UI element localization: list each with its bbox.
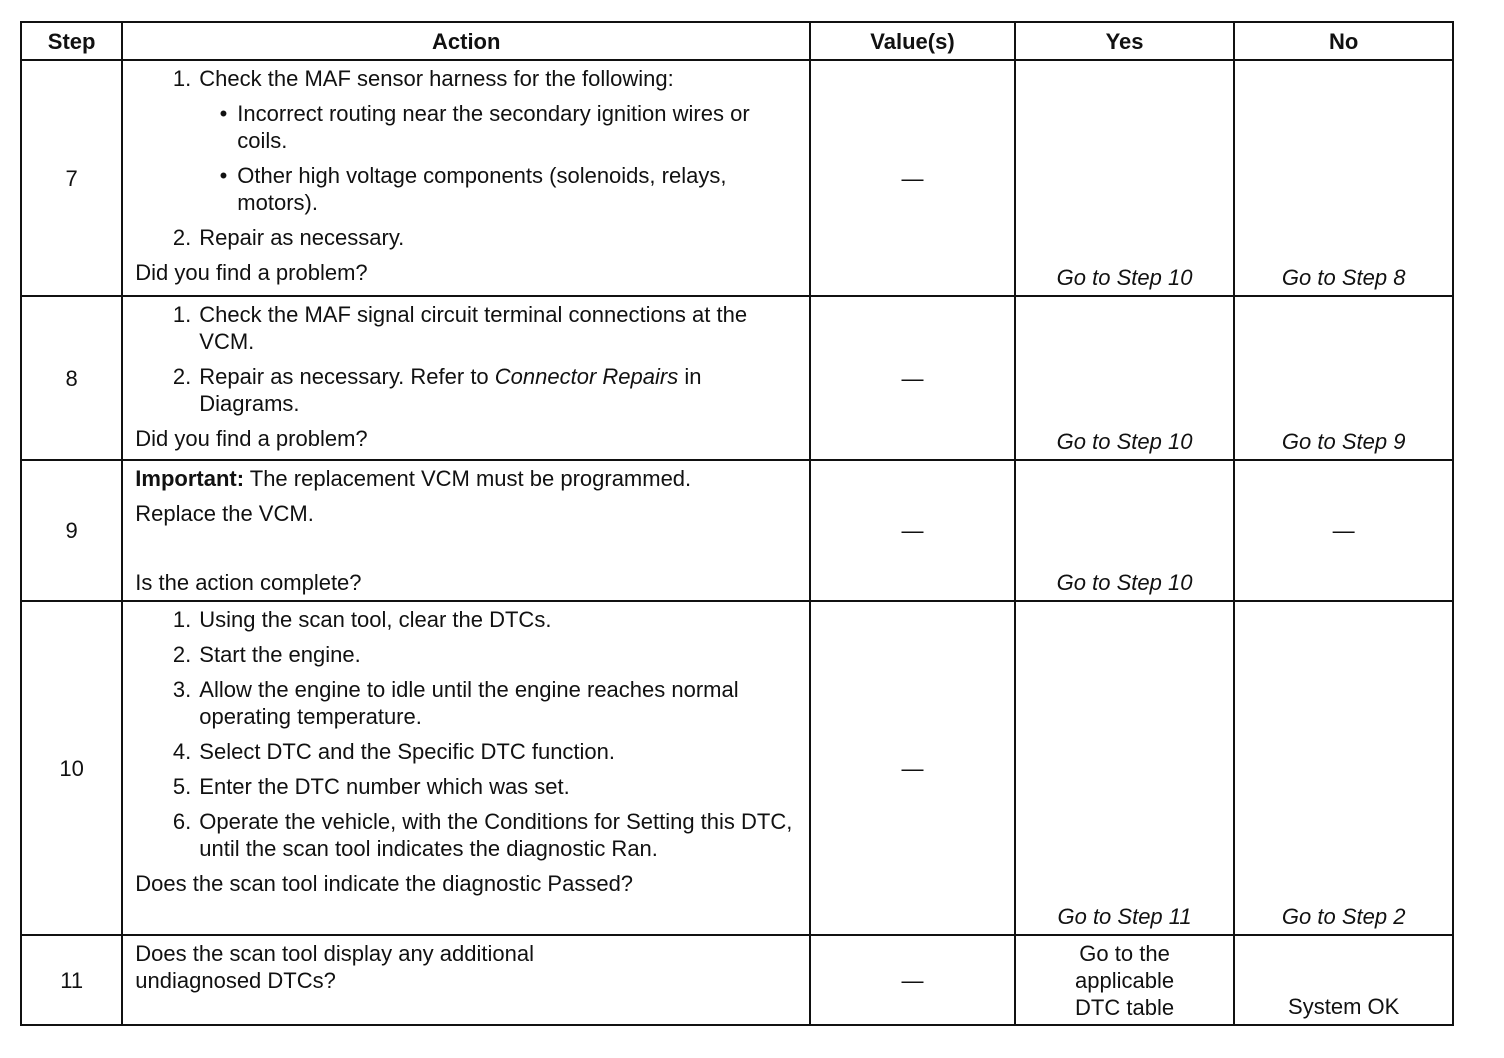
no-cell: System OK (1234, 935, 1453, 1025)
table-row (21, 460, 1453, 601)
no-goto: Go to Step 9 (1281, 429, 1406, 454)
connector-repairs-ref: Connector Repairs (494, 364, 679, 389)
item-text: Operate the vehicle, with the Conditions for Setting this DTC, until the scan tool indicates the diagnostic Ran. (199, 809, 793, 861)
table-row (21, 935, 1453, 1025)
no-cell (1234, 601, 1453, 935)
question-text: Does the scan tool display any additional undiagnosed DTCs? (135, 941, 534, 993)
bullet-icon: • (219, 101, 228, 126)
action-item (135, 676, 799, 730)
header-values: Value(s) (810, 22, 1015, 60)
action-cell (122, 935, 810, 1025)
item-text (199, 363, 799, 417)
bullet-item (135, 100, 799, 154)
bullet-text: Other high voltage components (solenoids, relays, motors). (237, 163, 727, 215)
no-cell (1234, 60, 1453, 296)
item-text: Select DTC and the Specific DTC function. (199, 739, 616, 764)
step-number: 9 (21, 460, 122, 601)
action-cell (122, 460, 810, 601)
yes-goto: Go to Step 11 (1057, 904, 1192, 929)
action-item (135, 738, 799, 765)
bullet-item (135, 162, 799, 216)
step-number: 8 (21, 296, 122, 460)
item-text: Check the MAF sensor harness for the following: (199, 66, 674, 91)
action-item (135, 773, 799, 800)
step-number: 11 (21, 935, 122, 1025)
instruction-text: Replace the VCM. (135, 501, 314, 526)
item-number: 1. (172, 607, 192, 632)
header-row (21, 22, 1453, 60)
no-cell (1234, 296, 1453, 460)
header-step: Step (21, 22, 122, 60)
item-text-post: in Diagrams. (199, 364, 702, 416)
question-text: Is the action complete? (135, 570, 362, 595)
step-number: 10 (21, 601, 122, 935)
item-number: 2. (172, 225, 192, 250)
item-text: Repair as necessary. (199, 225, 405, 250)
item-number: 6. (172, 809, 192, 834)
item-number: 2. (172, 642, 192, 667)
item-number: 2. (172, 364, 192, 389)
action-cell (122, 60, 810, 296)
important-note (135, 465, 799, 492)
action-item (135, 808, 799, 862)
yes-cell (1015, 296, 1235, 460)
yes-goto: Go to Step 10 (1056, 570, 1193, 595)
value-cell: — (810, 935, 1015, 1025)
value-cell: — (810, 460, 1015, 601)
action-item (135, 606, 799, 633)
important-text: The replacement VCM must be programmed. (244, 466, 692, 491)
action-item (135, 301, 799, 355)
yes-goto: Go to Step 10 (1056, 429, 1193, 454)
table-row (21, 601, 1453, 935)
yes-cell (1015, 601, 1235, 935)
item-text: Enter the DTC number which was set. (199, 774, 570, 799)
action-item (135, 224, 799, 251)
important-label: Important: (135, 466, 245, 491)
header-no: No (1234, 22, 1453, 60)
value-cell: — (810, 296, 1015, 460)
item-number: 1. (172, 302, 192, 327)
question-text: Did you find a problem? (135, 260, 368, 285)
action-cell (122, 601, 810, 935)
header-action: Action (122, 22, 810, 60)
yes-goto: Go to Step 10 (1056, 265, 1193, 290)
value-cell: — (810, 601, 1015, 935)
yes-cell (1015, 460, 1235, 601)
bullet-text: Incorrect routing near the secondary ignition wires or coils. (237, 101, 750, 153)
question-text: Does the scan tool indicate the diagnostic Passed? (135, 871, 634, 896)
action-item (135, 65, 799, 92)
bullet-icon: • (219, 163, 228, 188)
yes-cell (1015, 60, 1235, 296)
header-yes: Yes (1015, 22, 1235, 60)
action-item (135, 363, 799, 417)
value-cell: — (810, 60, 1015, 296)
diagnostic-table (20, 21, 1454, 1026)
item-text-pre: Repair as necessary. Refer to (199, 364, 495, 389)
no-cell: — (1234, 460, 1453, 601)
item-number: 1. (172, 66, 192, 91)
yes-cell: Go to the applicable DTC table (1015, 935, 1235, 1025)
question-text: Did you find a problem? (135, 426, 368, 451)
item-number: 4. (172, 739, 192, 764)
step-number: 7 (21, 60, 122, 296)
item-text: Start the engine. (199, 642, 361, 667)
item-number: 3. (172, 677, 192, 702)
action-cell (122, 296, 810, 460)
action-item (135, 641, 799, 668)
table-row (21, 296, 1453, 460)
item-number: 5. (172, 774, 192, 799)
no-goto: Go to Step 2 (1281, 904, 1406, 929)
no-goto: Go to Step 8 (1281, 265, 1406, 290)
table-row (21, 60, 1453, 296)
item-text: Using the scan tool, clear the DTCs. (199, 607, 552, 632)
item-text: Check the MAF signal circuit terminal connections at the VCM. (199, 302, 748, 354)
item-text: Allow the engine to idle until the engine reaches normal operating temperature. (199, 677, 739, 729)
